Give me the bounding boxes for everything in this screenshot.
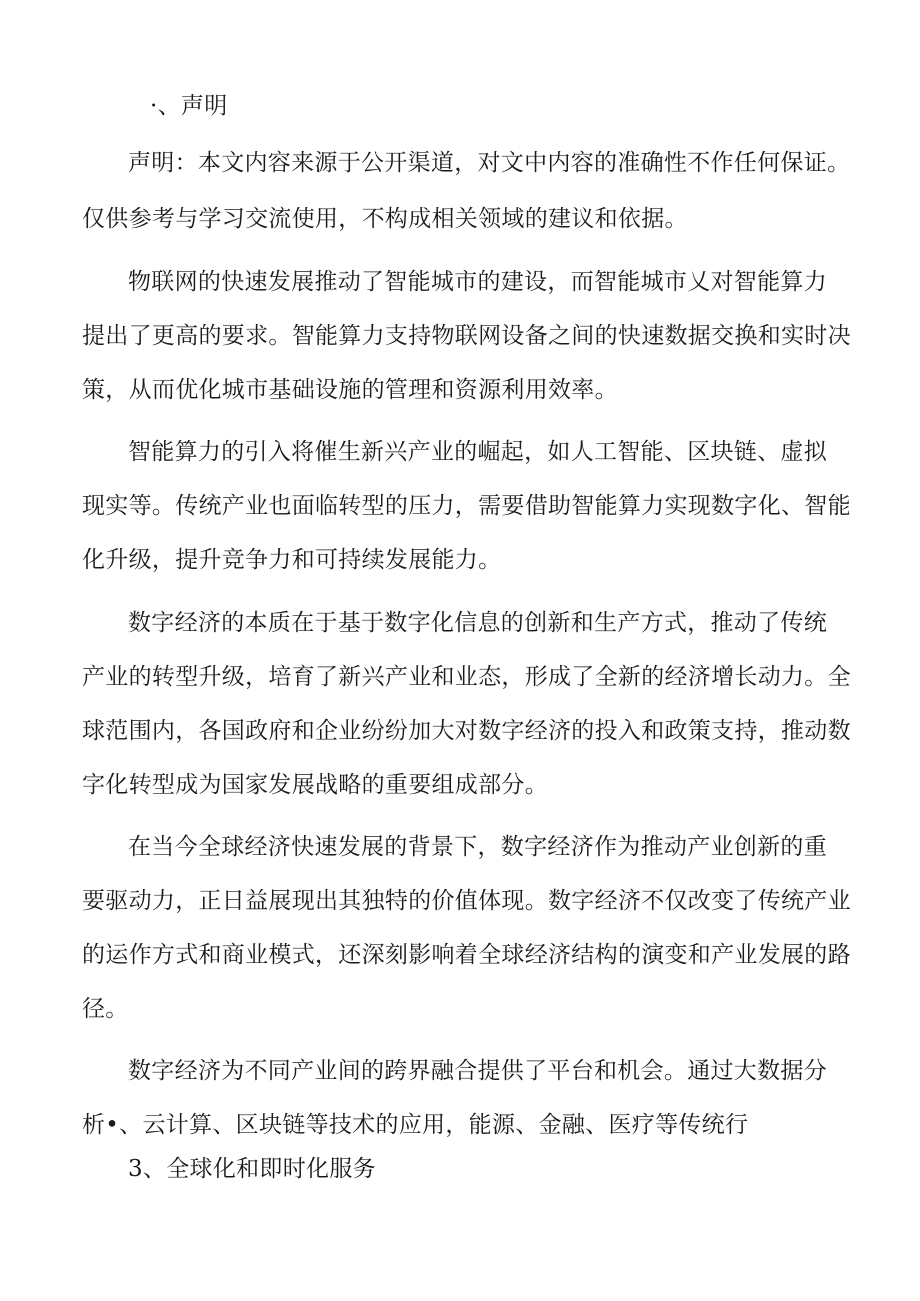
paragraph-line: 提出了更高的要求。智能算力支持物联网设备之间的快速数据交换和实时决 (82, 323, 851, 349)
paragraph-line: 数字经济为不同产业间的跨界融合提供了平台和机会。通过大数据分 (128, 1058, 827, 1084)
section-heading-globalization: 3、全球化和即时化服务 (128, 1156, 376, 1182)
paragraph-line: 声明：本文内容来源于公开渠道，对文中内容的准确性不作任何保证。 (128, 150, 851, 176)
paragraph-line: 数字经济的本质在于基于数字化信息的创新和生产方式，推动了传统 (128, 610, 827, 636)
paragraph-line: 化升级，提升竞争力和可持续发展能力。 (82, 547, 502, 573)
paragraph-line: 策，从而优化城市基础设施的管理和资源利用效率。 (82, 377, 618, 403)
paragraph-line: 的运作方式和商业模式，还深刻影响着全球经济结构的演变和产业发展的路 (82, 942, 851, 968)
paragraph-line: 物联网的快速发展推动了智能城市的建设，而智能城市乂对智能算力 (128, 269, 827, 295)
paragraph-line: 球范围内，各国政府和企业纷纷加大对数字经济的投入和政策支持，推动数 (82, 718, 851, 744)
paragraph-line: 产业的转型升级，培育了新兴产业和业态，形成了全新的经济增长动力。全 (82, 664, 851, 690)
paragraph-line: 现实等。传统产业也面临转型的压力，需要借助智能算力实现数字化、智能 (82, 493, 851, 519)
paragraph-line: 在当今全球经济快速发展的背景下，数字经济作为推动产业创新的重 (128, 834, 827, 860)
paragraph-line: 字化转型成为国家发展战略的重要组成部分。 (82, 772, 548, 798)
paragraph-line: 径。 (82, 996, 129, 1022)
paragraph-line: 仅供参考与学习交流使用，不构成相关领域的建议和依据。 (82, 206, 688, 232)
paragraph-line: 智能算力的引入将催生新兴产业的崛起，如人工智能、区块链、虚拟 (128, 439, 827, 465)
paragraph-line: 要驱动力，正日益展现出其独特的价值体现。数字经济不仅改变了传统产业 (82, 888, 851, 914)
paragraph-line: 析•、云计算、区块链等技术的应用，能源、金融、医疗等传统行 (82, 1112, 749, 1138)
section-heading-declaration: ·、声明 (150, 93, 228, 119)
